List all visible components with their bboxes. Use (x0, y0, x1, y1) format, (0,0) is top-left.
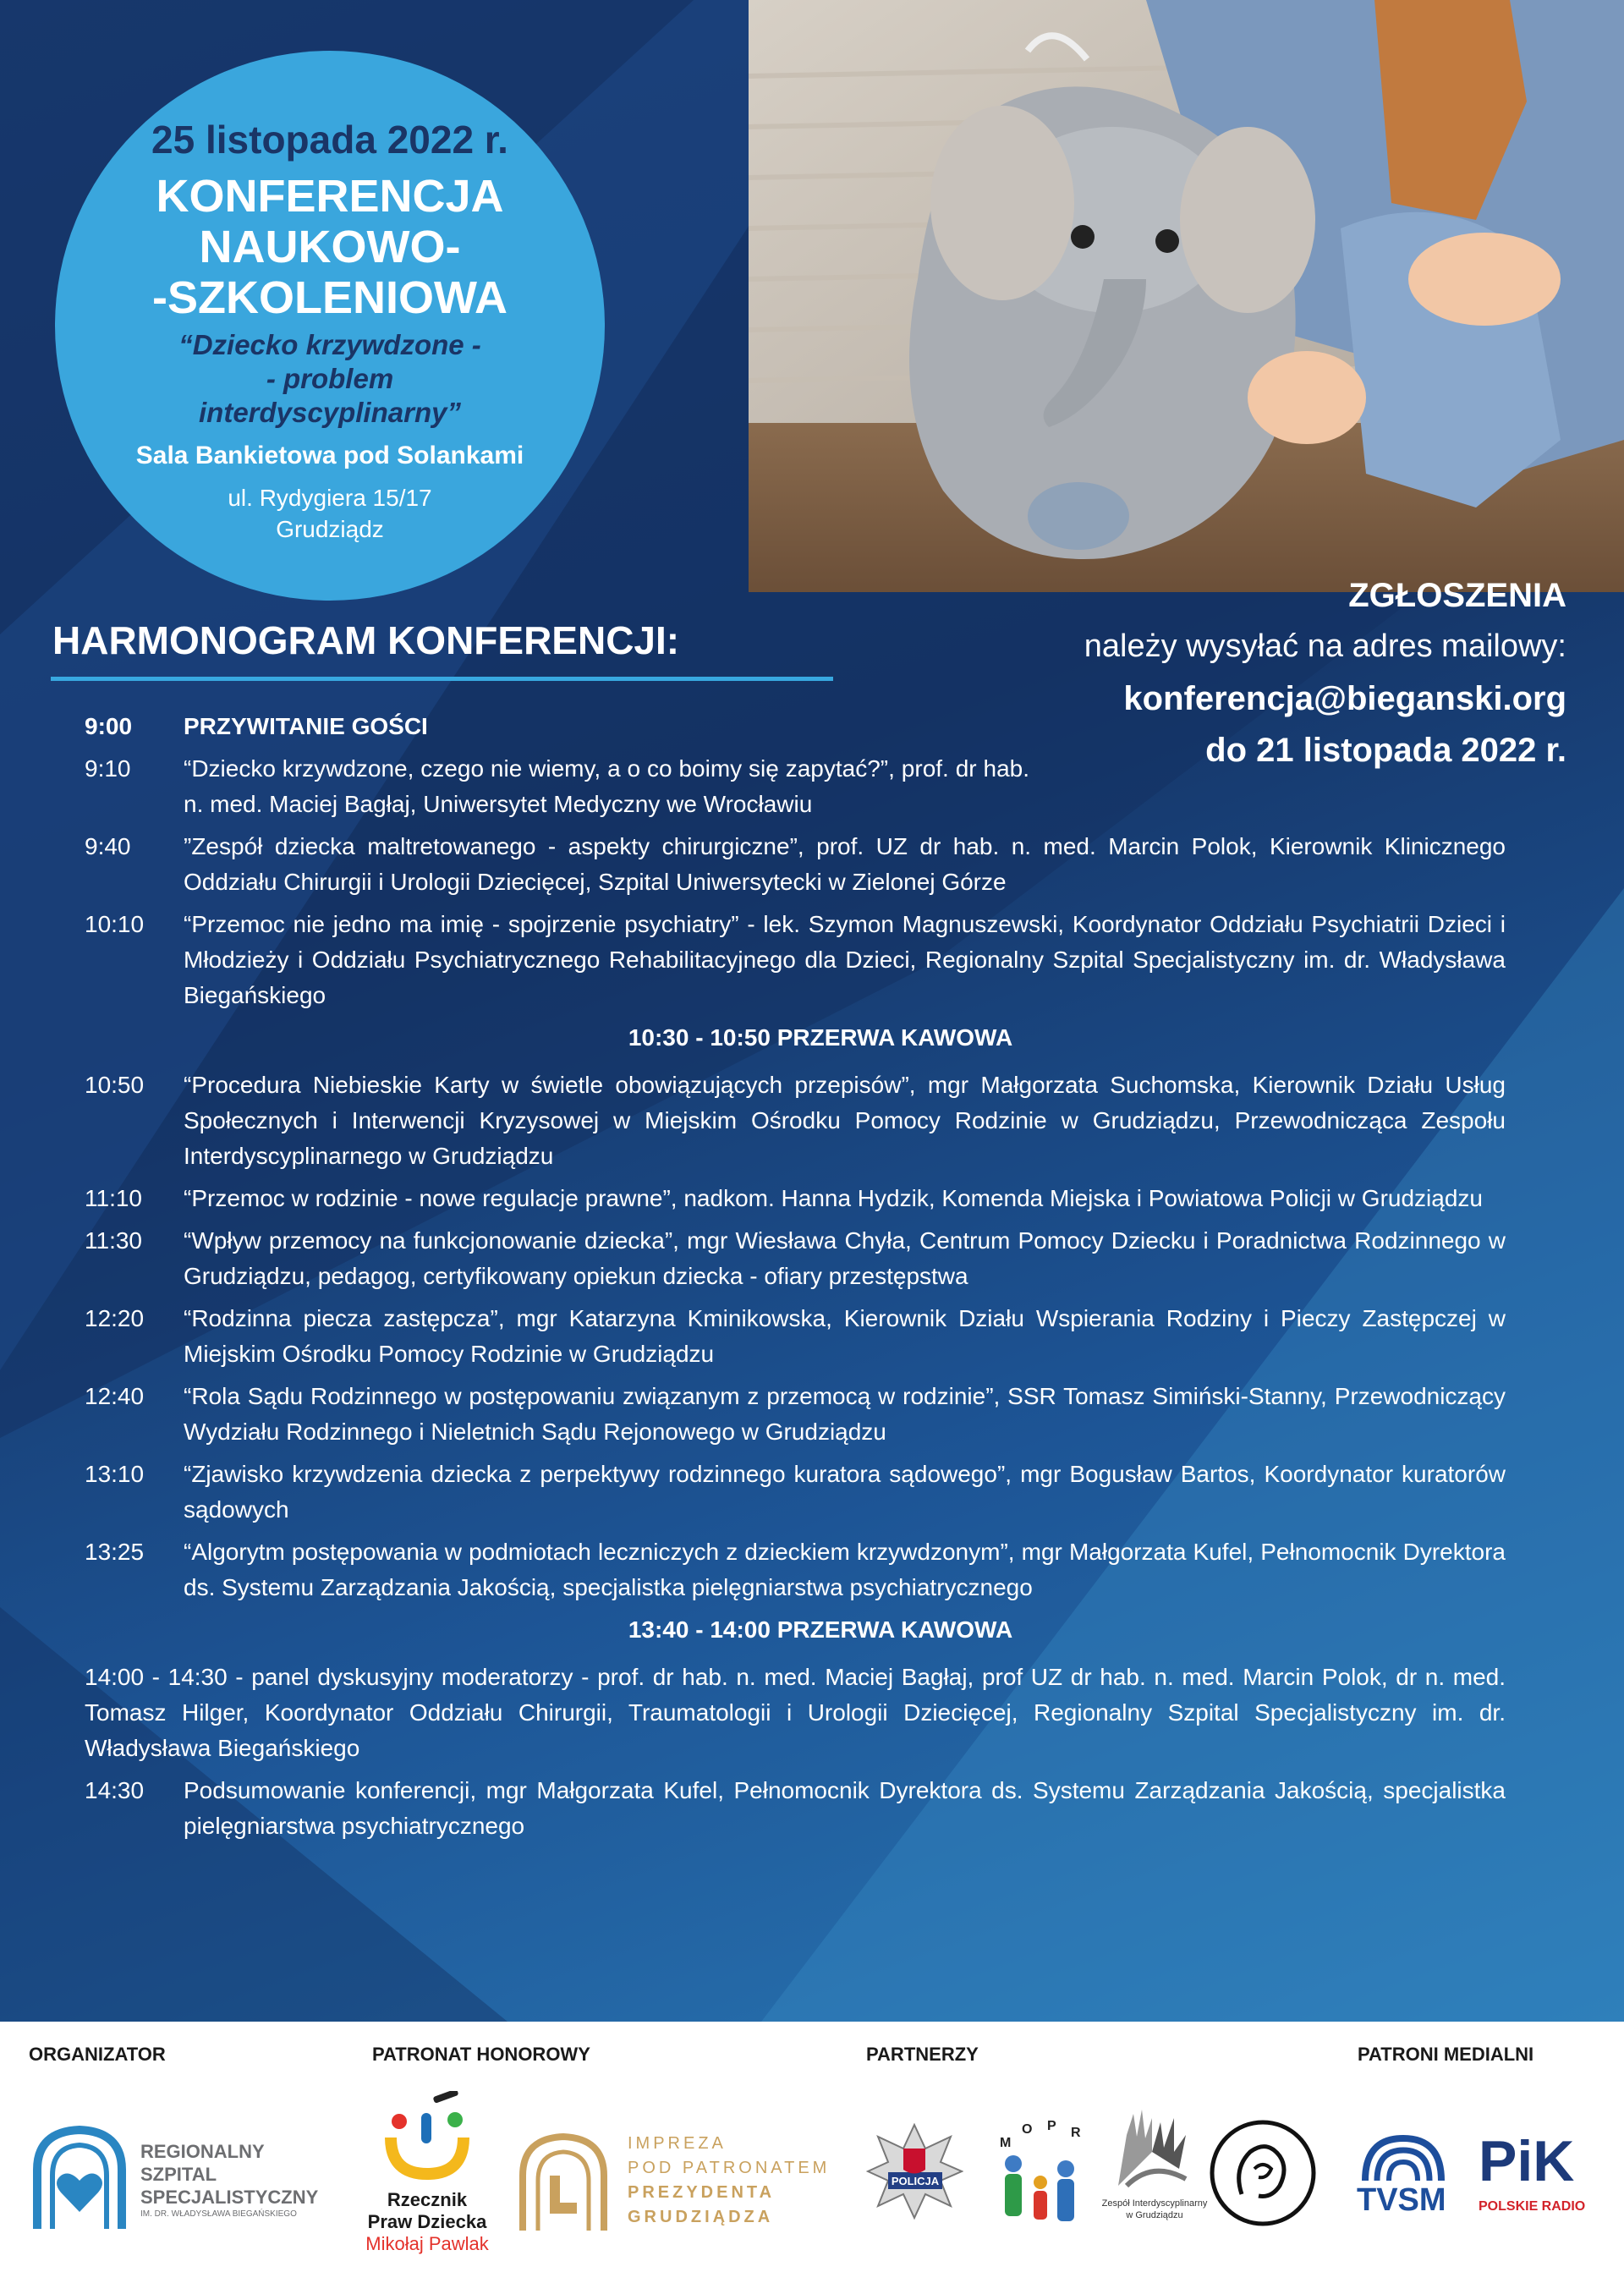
schedule-item (85, 751, 1506, 822)
schedule-desc: “Procedura Niebieskie Karty w świetle obowiązujących przepisów”, mgr Małgorzata Suchomska, Kierownik Działu Usług Społecznych i Interwencji Kryzysowej w Miejskim Ośrodku Pomocy Rodzinie w Grudziądzu, Przewodnicząca Zespołu Interdyscyplinarnego w Grudziądzu (184, 1072, 1506, 1169)
registration-deadline: do 21 listopada 2022 r. (1205, 732, 1566, 769)
schedule-desc: “Wpływ przemocy na funkcjonowanie dziecka”, mgr Wiesława Chyła, Centrum Pomocy Dziecku i Poradnictwa Rodzinnego w Grudziądzu, pedagog, certyfikowany opiekun dziecka - ofiary przestępstwa (184, 1227, 1506, 1289)
schedule-list (85, 709, 1506, 1851)
hospital-logo-line: REGIONALNY (140, 2141, 265, 2162)
ombudsman-logo-icon (381, 2091, 474, 2184)
police-badge-text: POLICJA (891, 2175, 940, 2187)
schedule-desc: “Algorytm postępowania w podmiotach leczniczych z dzieckiem krzywdzonym”, mgr Małgorzata Kufel, Pełnomocnik Dyrektora ds. Systemu Zarządzania Jakością, specjalistka pielęgniarstwa psychiatrycznego (184, 1539, 1506, 1600)
schedule-desc: “Zjawisko krzywdzenia dziecka z perpektywy rodzinnego kuratora sądowego”, mgr Bogusław Bartos, Koordynator kuratorów sądowych (184, 1461, 1506, 1523)
hospital-logo-line: SPECJALISTYCZNY (140, 2187, 319, 2208)
event-title-line: KONFERENCJA (156, 171, 504, 222)
child-with-plush-elephant-photo (749, 0, 1624, 592)
polskie-radio-text: POLSKIE RADIO (1479, 2199, 1586, 2214)
event-title-line: -SZKOLENIOWA (152, 272, 508, 323)
mopr-letter: M (1000, 2136, 1012, 2150)
event-subtitle-line: - problem (266, 363, 394, 394)
president-line: PREZYDENTA (628, 2183, 776, 2202)
coffee-break-2: 13:40 - 14:00 PRZERWA KAWOWA (628, 1616, 1013, 1643)
event-title (55, 171, 605, 323)
registration-email[interactable]: konferencja@bieganski.org (1123, 680, 1566, 717)
mopr-logo-icon (988, 2113, 1089, 2240)
media-label: PATRONI MEDIALNI (1358, 2044, 1534, 2065)
event-subtitle-line: interdyscyplinarny” (199, 397, 461, 428)
registration-text: należy wysyłać na adres mailowy: (1084, 628, 1566, 664)
coffee-break-1: 10:30 - 10:50 PRZERWA KAWOWA (628, 1024, 1013, 1051)
president-line: IMPREZA (628, 2134, 727, 2153)
schedule-time: 9:00 (85, 713, 133, 739)
schedule-item (85, 829, 1506, 900)
interdisciplinary-team-line: w Grudziądzu (1126, 2210, 1183, 2220)
honorary-label: PATRONAT HONOROWY (372, 2044, 590, 2065)
schedule-desc: “Przemoc w rodzinie - nowe regulacje prawne”, nadkom. Hanna Hydzik, Komenda Miejska i Powiatowa Policji w Grudziądzu (184, 1185, 1483, 1211)
schedule-time: 12:40 (85, 1383, 145, 1409)
schedule-desc: “Dziecko krzywdzone, czego nie wiemy, a o co boimy się zapytać?”, prof. dr hab. n. med. Maciej Bagłaj, Uniwersytet Medyczny we Wrocławiu (184, 755, 1029, 817)
schedule-time: 14:30 (85, 1777, 145, 1803)
schedule-desc: “Przemoc nie jedno ma imię - spojrzenie psychiatry” - lek. Szymon Magnuszewski, Koordynator Oddziału Psychiatrii Dzieci i Młodzieży i Oddziału Psychiatrycznego Rehabilitacyjnego dla Dzieci, Regionalny Szpital Specjalistyczny im. dr. Władysława Biegańskiego (184, 911, 1506, 1008)
schedule-time: 12:20 (85, 1305, 145, 1331)
event-city: Grudziądz (276, 516, 384, 542)
schedule-item (85, 1457, 1506, 1528)
hospital-logo-small: IM. DR. WŁADYSŁAWA BIEGAŃSKIEGO (140, 2209, 297, 2219)
ombudsman-line: Praw Dziecka (367, 2211, 487, 2232)
schedule-time: 11:30 (85, 1227, 142, 1254)
president-text (628, 2132, 830, 2230)
event-subtitle (55, 328, 605, 430)
organizer-label: ORGANIZATOR (29, 2044, 166, 2065)
schedule-time: 10:50 (85, 1072, 145, 1098)
event-info-circle (55, 51, 605, 601)
city-president-crest-icon (518, 2133, 609, 2233)
schedule-time: 13:25 (85, 1539, 145, 1565)
schedule-item (85, 1534, 1506, 1605)
schedule-item (85, 1301, 1506, 1372)
schedule-desc: PRZYWITANIE GOŚCI (184, 713, 428, 739)
ombudsman-text (364, 2189, 491, 2255)
mopr-letter: P (1047, 2119, 1056, 2133)
president-line: GRUDZIĄDZA (628, 2208, 774, 2226)
event-subtitle-line: “Dziecko krzywdzone - (178, 329, 481, 360)
schedule-time: 13:10 (85, 1461, 145, 1487)
schedule-time: 9:10 (85, 755, 131, 782)
schedule-item-summary (85, 1773, 1506, 1844)
event-title-line: NAUKOWO- (199, 222, 461, 272)
schedule-item (85, 907, 1506, 1013)
event-venue: Sala Bankietowa pod Solankami (135, 442, 524, 469)
schedule-desc: ”Zespół dziecka maltretowanego - aspekty chirurgiczne”, prof. UZ dr hab. n. med. Marcin Polok, Kierownik Klinicznego Oddziału Chirurgii i Urologii Dziecięcej, Szpital Uniwersytecki w Zielonej Górze (184, 833, 1506, 895)
schedule-time: 11:10 (85, 1185, 142, 1211)
registration-title: ZGŁOSZENIA (1348, 577, 1566, 614)
mopr-letter: O (1022, 2122, 1033, 2137)
interdisciplinary-team-text (1100, 2198, 1210, 2221)
schedule-item (85, 1379, 1506, 1450)
child-help-center-logo-icon (1208, 2118, 1318, 2228)
event-address (55, 482, 605, 545)
footer-sponsors (0, 2022, 1624, 2283)
schedule-desc: Podsumowanie konferencji, mgr Małgorzata Kufel, Pełnomocnik Dyrektora ds. Systemu Zarządzania Jakością, specjalistka pielęgniarstwa psychiatrycznego (184, 1777, 1506, 1839)
hospital-logo-text (140, 2140, 318, 2220)
schedule-item (85, 1067, 1506, 1174)
interdisciplinary-team-line: Zespół Interdyscyplinarny (1101, 2198, 1208, 2209)
police-badge-icon (866, 2123, 963, 2220)
schedule-item (85, 1181, 1506, 1216)
pik-logo-text: PiK (1479, 2129, 1575, 2193)
schedule-desc: “Rola Sądu Rodzinnego w postępowaniu związanym z przemocą w rodzinie”, SSR Tomasz Simiński-Stanny, Przewodniczący Wydziału Rodzinnego i Nieletnich Sądu Rejonowego w Grudziądzu (184, 1383, 1506, 1445)
schedule-heading: HARMONOGRAM KONFERENCJI: (52, 618, 680, 662)
mopr-letter: R (1071, 2126, 1081, 2140)
partners-label: PARTNERZY (866, 2044, 979, 2065)
ombudsman-line: Rzecznik (387, 2189, 468, 2210)
schedule-item-welcome (85, 709, 1506, 744)
event-date: 25 listopada 2022 r. (151, 118, 508, 162)
interdisciplinary-team-hands-icon (1101, 2101, 1203, 2194)
event-street: ul. Rydygiera 15/17 (228, 485, 432, 511)
president-line: POD PATRONATEM (628, 2159, 831, 2177)
hospital-logo-line: SZPITAL (140, 2164, 217, 2185)
ombudsman-name: Mikołaj Pawlak (365, 2233, 489, 2254)
tvsm-logo-icon (1357, 2130, 1450, 2181)
schedule-time: 10:10 (85, 911, 145, 937)
panel-discussion: 14:00 - 14:30 - panel dyskusyjny moderatorzy - prof. dr hab. n. med. Maciej Bagłaj, prof UZ dr hab. n. med. Marcin Polok, dr n. med. Tomasz Hilger, Koordynator Oddziału Chirurgii, Traumatologii i Urologii Dziecięcej, Regionalny Szpital Specjalistyczny im. dr. Władysława Biegańskiego (85, 1664, 1506, 1761)
schedule-desc: “Rodzinna piecza zastępcza”, mgr Katarzyna Kminikowska, Kierownik Działu Wspierania Rodziny i Pieczy Zastępczej w Miejskim Ośrodku Pomocy Rodzinie w Grudziądzu (184, 1305, 1506, 1367)
heading-underline (51, 677, 833, 681)
schedule-item (85, 1223, 1506, 1294)
tvsm-text: TVSM (1357, 2182, 1446, 2218)
schedule-time: 9:40 (85, 833, 131, 859)
hospital-logo-icon (29, 2123, 130, 2233)
